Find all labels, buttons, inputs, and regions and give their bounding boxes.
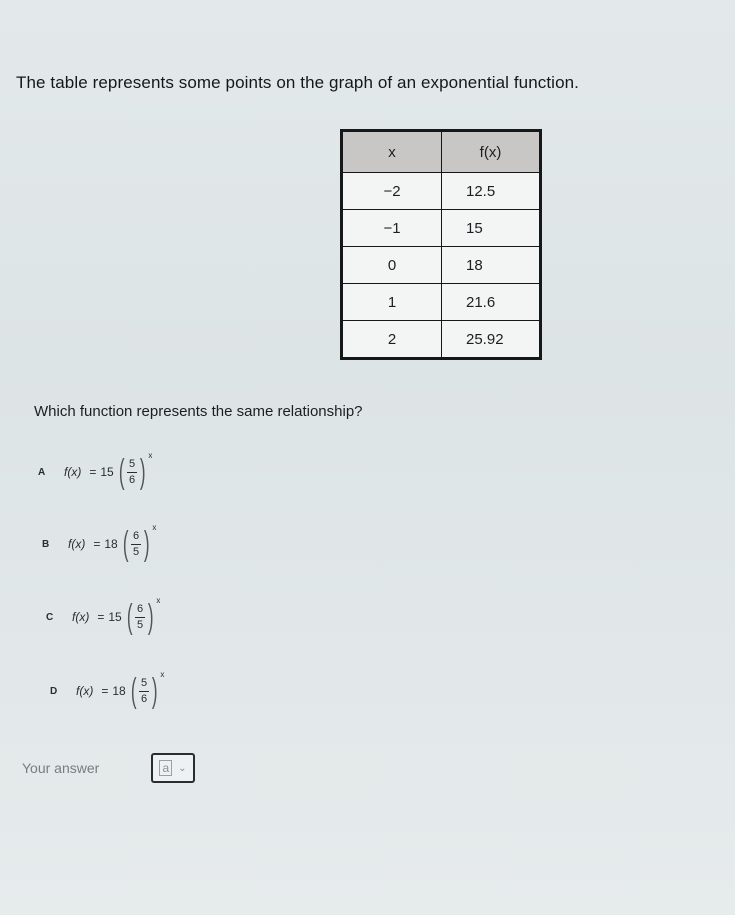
table-cell-fx: 25.92 (442, 321, 541, 359)
choice-c (46, 596, 161, 636)
table-row (342, 173, 541, 210)
fraction-numerator: 5 (128, 457, 136, 470)
table-cell-x: 1 (342, 284, 442, 321)
function-name: f(x) (64, 465, 82, 479)
exponent: x (160, 670, 165, 679)
coefficient: 18 (112, 684, 126, 698)
table-cell-x: −2 (342, 173, 442, 210)
choice-letter: B (42, 538, 50, 550)
table-row (342, 321, 541, 359)
points-table (340, 129, 542, 360)
fraction-numerator: 6 (132, 529, 140, 542)
base-fraction (135, 603, 145, 632)
table-row (342, 247, 541, 284)
coefficient: 18 (104, 537, 118, 551)
choice-d (50, 670, 165, 710)
equals-sign: = (89, 465, 97, 479)
equals-sign: = (101, 684, 109, 698)
base-fraction-group: ( $\frac{6}{5}$ ) (122, 525, 150, 563)
answer-label: Your answer (22, 760, 100, 776)
base-fraction-group: ( $\frac{6}{5}$ ) (126, 598, 154, 636)
table-cell-x: 0 (342, 247, 442, 284)
choice-letter: D (50, 685, 58, 697)
table-row (342, 210, 541, 247)
fraction-denominator: 5 (136, 618, 144, 631)
base-fraction (131, 530, 141, 559)
base-fraction (127, 458, 137, 487)
fraction-denominator: 6 (128, 473, 136, 486)
table-cell-x: 2 (342, 321, 442, 359)
column-header-fx: f(x) (442, 131, 541, 173)
table-cell-x: −1 (342, 210, 442, 247)
base-fraction-group: ( $\frac{5}{6}$ ) (118, 453, 146, 491)
fraction-numerator: 6 (136, 602, 144, 615)
exponent: x (152, 523, 157, 532)
answer-selected-value: a (159, 760, 172, 776)
question-prompt: Which function represents the same relationship? (34, 403, 363, 420)
table-cell-fx: 15 (442, 210, 541, 247)
coefficient: 15 (108, 610, 122, 624)
base-fraction-group: ( $\frac{5}{6}$ ) (130, 672, 158, 710)
answer-select[interactable] (151, 753, 195, 783)
choice-b (42, 523, 157, 563)
equals-sign: = (93, 537, 101, 551)
table-header-row (342, 131, 541, 173)
equals-sign: = (97, 610, 105, 624)
question-text: The table represents some points on the graph of an exponential function. (16, 73, 579, 92)
chevron-down-icon: ⌄ (178, 762, 187, 774)
fraction-numerator: 5 (140, 676, 148, 689)
table-cell-fx: 21.6 (442, 284, 541, 321)
base-fraction (139, 677, 149, 706)
choice-a (38, 451, 153, 491)
coefficient: 15 (100, 465, 114, 479)
function-name: f(x) (68, 537, 86, 551)
column-header-x: x (342, 131, 442, 173)
function-name: f(x) (76, 684, 94, 698)
table-cell-fx: 18 (442, 247, 541, 284)
fraction-denominator: 5 (132, 545, 140, 558)
function-name: f(x) (72, 610, 90, 624)
fraction-denominator: 6 (140, 692, 148, 705)
exponent: x (156, 596, 161, 605)
choice-letter: C (46, 611, 54, 623)
table-row (342, 284, 541, 321)
choice-letter: A (38, 466, 46, 478)
exponent: x (148, 451, 153, 460)
table-cell-fx: 12.5 (442, 173, 541, 210)
